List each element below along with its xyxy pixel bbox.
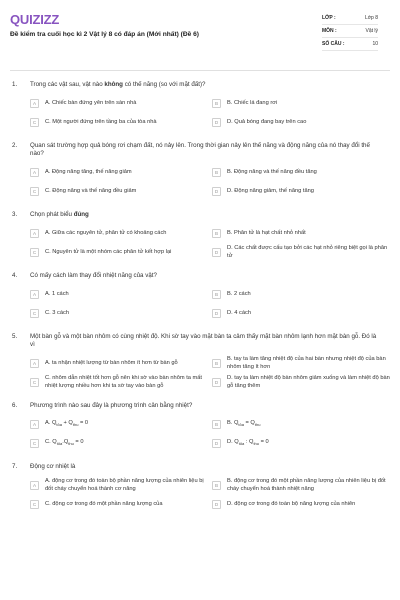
option-letter-box: B <box>212 420 221 429</box>
option-letter-box: A <box>30 168 39 177</box>
option-text: A. 1 cách <box>45 290 69 297</box>
question-header <box>10 463 390 471</box>
question-number: 6. <box>12 402 18 409</box>
option-letter-box: C <box>30 439 39 448</box>
answer-option-b[interactable] <box>212 415 390 434</box>
answer-option-a[interactable] <box>30 94 208 113</box>
option-text: D. Động năng giảm, thế năng tăng <box>227 187 314 194</box>
option-letter-box: C <box>30 309 39 318</box>
question-header <box>10 333 390 349</box>
option-text: A. $Q_{tỏa} + Q_{thu} = 0$ <box>45 420 89 428</box>
meta-row <box>322 25 378 38</box>
question-header <box>10 402 390 410</box>
option-letter-box: B <box>212 481 221 490</box>
option-text: D. Quả bóng đang bay trên cao <box>227 118 307 125</box>
question-number: 7. <box>12 463 18 470</box>
question-4 <box>10 272 390 323</box>
option-letter-box: A <box>30 229 39 238</box>
meta-value: 10 <box>372 41 378 47</box>
meta-label: LỚP : <box>322 15 336 21</box>
answer-option-c[interactable] <box>30 243 208 262</box>
option-text: C. nhôm dẫn nhiệt tốt hơn gỗ nên khi sờ vào bàn nhôm ta mất nhiệt lượng nhiều hơn khi ta sờ tay vào bàn gỗ <box>45 375 203 389</box>
option-text: C. Một người đứng trên tầng ba của tòa nhà <box>45 118 157 125</box>
question-text: Một bàn gỗ và một bàn nhôm có cùng nhiệt độ. Khi sờ tay vào mặt bàn ta cảm thấy mặt bàn nhôm lạnh hơn mặt bàn gỗ. Đó là vì <box>30 333 377 348</box>
option-text: C. $Q_{tỏa}.Q_{thu} = 0$ <box>45 439 84 447</box>
question-text: Động cơ nhiệt là <box>30 463 76 470</box>
question-6 <box>10 402 390 453</box>
meta-value: Lớp 8 <box>364 15 378 21</box>
option-letter-box: A <box>30 290 39 299</box>
option-letter-box: A <box>30 359 39 368</box>
option-text: C. Động năng và thế năng đều giảm <box>45 187 137 194</box>
question-3 <box>10 211 390 262</box>
option-text: C. Nguyên tử là một nhóm các phân tử kết hợp lại <box>45 248 172 255</box>
option-text: A. ta nhận nhiệt lượng từ bàn nhôm ít hơn từ bàn gỗ <box>45 359 178 366</box>
option-text: A. động cơ trong đó toàn bộ phần năng lượng của nhiên liệu bị đốt cháy chuyển hoá thành cơ năng <box>45 478 204 492</box>
option-letter-box: D <box>212 248 221 257</box>
option-letter-box: C <box>30 118 39 127</box>
answer-options <box>10 354 390 392</box>
option-letter-box: A <box>30 481 39 490</box>
question-number: 1. <box>12 81 18 88</box>
meta-row <box>322 38 378 51</box>
meta-value: Vật lý <box>365 28 378 34</box>
option-text: B. tay ta làm tăng nhiệt độ của hai bàn nhưng nhiệt độ của bàn nhôm tăng ít hơn <box>227 356 386 370</box>
question-header <box>10 142 390 158</box>
answer-option-c[interactable] <box>30 495 208 514</box>
option-text: D. $Q_{tỏa}$ : $Q_{thu} = 0$ <box>227 439 269 447</box>
option-letter-box: D <box>212 500 221 509</box>
option-letter-box: C <box>30 248 39 257</box>
meta-row <box>322 12 378 25</box>
option-letter-box: D <box>212 439 221 448</box>
question-text: Quan sát trường hợp quả bóng rơi chạm đất, nó nảy lên. Trong thời gian nảy lên thế năng và động năng của nó thay đổi thế nào? <box>30 142 370 157</box>
answer-option-b[interactable] <box>212 476 390 495</box>
option-letter-box: B <box>212 359 221 368</box>
question-text: Chọn phát biểu đúng <box>30 211 89 218</box>
worksheet-meta <box>322 12 378 51</box>
question-2 <box>10 142 390 201</box>
answer-option-d[interactable] <box>212 182 390 201</box>
answer-option-a[interactable] <box>30 354 208 373</box>
question-5 <box>10 333 390 392</box>
answer-option-b[interactable] <box>212 224 390 243</box>
worksheet-header <box>10 0 390 60</box>
answer-option-b[interactable] <box>212 94 390 113</box>
answer-option-a[interactable] <box>30 224 208 243</box>
question-number: 2. <box>12 142 18 149</box>
answer-option-c[interactable] <box>30 304 208 323</box>
option-text: A. Chiếc bàn đứng yên trên sàn nhà <box>45 99 137 106</box>
answer-option-d[interactable] <box>212 495 390 514</box>
option-text: D. tay ta làm nhiệt độ bàn nhôm giảm xuống và làm nhiệt độ bàn gỗ tăng thêm <box>227 375 390 389</box>
quizizz-logo: QUIZIZZ <box>10 12 60 27</box>
question-number: 3. <box>12 211 18 218</box>
answer-option-a[interactable] <box>30 285 208 304</box>
option-letter-box: B <box>212 229 221 238</box>
option-text: B. động cơ trong đó một phần năng lượng của nhiên liệu bị đốt cháy chuyển hoá thành nhiệt năng <box>227 478 386 492</box>
option-text: B. Phân tử là hạt chất nhỏ nhất <box>227 229 306 236</box>
option-text: D. động cơ trong đó toàn bộ năng lượng của nhiên <box>227 500 356 507</box>
emphasis-word: không <box>104 81 123 88</box>
worksheet-title: Đề kiểm tra cuối học kì 2 Vật lý 8 có đáp án (Mới nhất) (Đề 6) <box>10 31 199 38</box>
answer-options <box>10 224 390 262</box>
question-header <box>10 272 390 280</box>
answer-option-a[interactable] <box>30 415 208 434</box>
answer-option-d[interactable] <box>212 434 390 453</box>
question-header <box>10 211 390 219</box>
answer-option-d[interactable] <box>212 373 390 392</box>
option-letter-box: B <box>212 99 221 108</box>
meta-label: SỐ CÂU : <box>322 41 345 47</box>
answer-options <box>10 285 390 323</box>
question-text: Có mấy cách làm thay đổi nhiệt năng của vật? <box>30 272 157 279</box>
option-letter-box: C <box>30 378 39 387</box>
option-text: B. Động năng và thế năng đều tăng <box>227 168 317 175</box>
option-letter-box: C <box>30 187 39 196</box>
option-text: B. $Q_{tỏa} = Q_{thu}$ <box>227 420 261 428</box>
answer-options <box>10 163 390 201</box>
option-letter-box: D <box>212 309 221 318</box>
meta-label: MÔN : <box>322 28 337 34</box>
option-text: B. Chiếc lá đang rơi <box>227 99 278 106</box>
question-header <box>10 81 390 89</box>
option-text: D. Các chất được cấu tạo bởi các hạt nhỏ riêng biệt gọi là phân tử <box>227 245 388 259</box>
option-letter-box: D <box>212 378 221 387</box>
question-1 <box>10 81 390 132</box>
answer-option-a[interactable] <box>30 476 208 495</box>
answer-option-d[interactable] <box>212 113 390 132</box>
question-number: 4. <box>12 272 18 279</box>
question-number: 5. <box>12 333 18 340</box>
answer-option-b[interactable] <box>212 163 390 182</box>
option-text: A. Động năng tăng, thế năng giảm <box>45 168 132 175</box>
question-list <box>10 81 390 514</box>
option-text: B. 2 cách <box>227 290 251 297</box>
answer-option-d[interactable] <box>212 304 390 323</box>
answer-option-b[interactable] <box>212 354 390 373</box>
option-letter-box: B <box>212 168 221 177</box>
option-letter-box: D <box>212 187 221 196</box>
answer-option-c[interactable] <box>30 113 208 132</box>
option-text: D. 4 cách <box>227 309 252 316</box>
answer-option-d[interactable] <box>212 243 390 262</box>
option-text: A. Giữa các nguyên tử, phân tử có khoảng cách <box>45 229 167 236</box>
question-text: Trong các vật sau, vật nào không có thế năng (so với mặt đất)? <box>30 81 206 88</box>
question-text: Phương trình nào sau đây là phương trình cân bằng nhiệt? <box>30 402 193 409</box>
answer-option-a[interactable] <box>30 163 208 182</box>
answer-option-b[interactable] <box>212 285 390 304</box>
answer-option-c[interactable] <box>30 182 208 201</box>
option-letter-box: A <box>30 420 39 429</box>
option-letter-box: C <box>30 500 39 509</box>
question-7 <box>10 463 390 514</box>
answer-option-c[interactable] <box>30 373 208 392</box>
answer-options <box>10 415 390 453</box>
option-letter-box: B <box>212 290 221 299</box>
answer-option-c[interactable] <box>30 434 208 453</box>
header-divider <box>10 70 390 71</box>
option-letter-box: D <box>212 118 221 127</box>
option-text: C. động cơ trong đó một phần năng lượng của <box>45 500 163 507</box>
option-text: C. 3 cách <box>45 309 70 316</box>
option-letter-box: A <box>30 99 39 108</box>
answer-options <box>10 94 390 132</box>
emphasis-word: đúng <box>73 211 89 218</box>
answer-options <box>10 476 390 514</box>
